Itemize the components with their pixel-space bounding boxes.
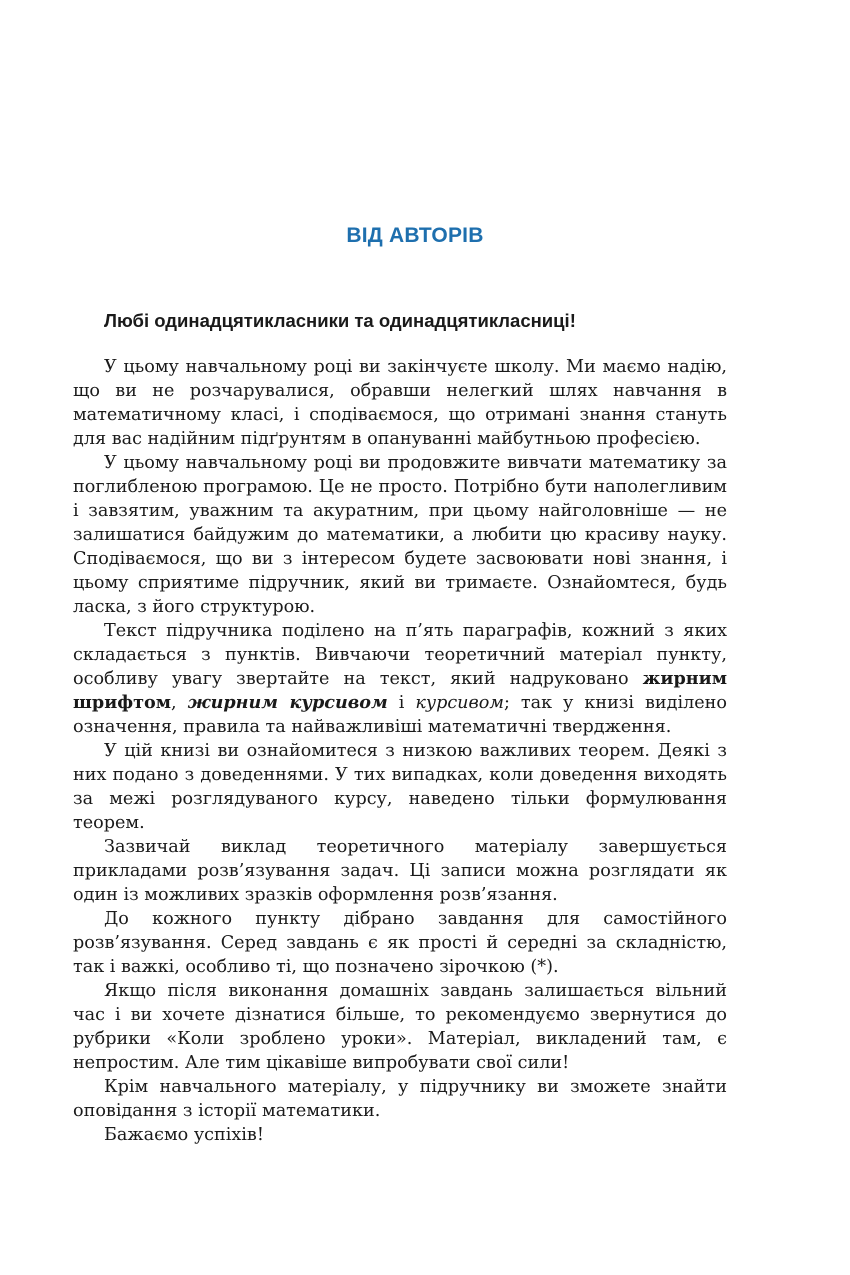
paragraph-5: Зазвичай виклад теоретичного матеріалу завершується прикладами розв’язування задач. Ці записи можна розглядати як один із можливих зразків оформлення розв’язання. (73, 837, 727, 905)
paragraph-6: До кожного пункту дібрано завдання для самостійного розв’язування. Серед завдань є як прості й середні за складністю, так і важкі, особливо ті, що позначено зірочкою (*). (73, 909, 727, 977)
italic-text-example: курсивом (415, 693, 504, 713)
paragraph-4: У цій книзі ви ознайомитеся з низкою важливих теорем. Деякі з них подано з доведеннями. У тих випадках, коли доведення виходять за межі розглядуваного курсу, наведено тільки формулювання теорем. (73, 741, 727, 833)
paragraph-7: Якщо після виконання домашніх завдань залишається вільний час і ви хочете дізнатися більше, то рекомендуємо звернутися до рубрики «Коли зроблено уроки». Матеріал, викладений там, є непростим. Але тим цікавіше випробувати свої сили! (73, 981, 727, 1073)
bold-italic-text-example (188, 692, 388, 713)
paragraph-9: Бажаємо успіхів! (104, 1125, 264, 1145)
greeting: Любі одинадцятикласники та одинадцятикласниці! (104, 310, 576, 331)
paragraph-3-text-b: , (171, 693, 188, 713)
paragraph-1: У цьому навчальному році ви закінчуєте школу. Ми маємо надію, що ви не розчарувалися, обравши нелегкий шлях навчання в математичному класі, і сподіваємося, що отримані знання стануть для вас надійним підґрунтям в опануванні майбутньою професією. (73, 357, 727, 449)
body-text (73, 355, 727, 1147)
paragraph-3 (73, 619, 727, 739)
paragraph-2: У цьому навчальному році ви продовжите вивчати математику за поглибленою програмою. Це не просто. Потрібно бути наполегливим і завзятим, уважним та акуратним, при цьому найголовніше — не залишатися байдужим до математики, а любити цю красиву науку. Сподіваємося, що ви з інтересом будете засвоювати нові знання, і цьому сприятиме підручник, який ви тримаєте. Ознайомтеся, будь ласка, з його структурою. (73, 453, 727, 617)
paragraph-3-text-a: Текст підручника поділено на п’ять параграфів, кожний з яких складається з пунктів. Вивчаючи теоретичний матеріал пункту, особливу увагу звертайте на текст, який надруковано (73, 621, 727, 689)
paragraph-3-text-d: ; так у книзі виділено означення, правила та найважливіші математичні твердження. (73, 693, 727, 737)
paragraph-3-text-c: і (387, 693, 416, 713)
bold-text-example: жирним шрифтом (73, 668, 727, 713)
bold-italic-inner: жирним курсивом (187, 692, 388, 713)
paragraph-8: Крім навчального матеріалу, у підручнику ви зможете знайти оповідання з історії математики. (73, 1077, 727, 1121)
page-title: ВІД АВТОРІВ (346, 224, 484, 247)
